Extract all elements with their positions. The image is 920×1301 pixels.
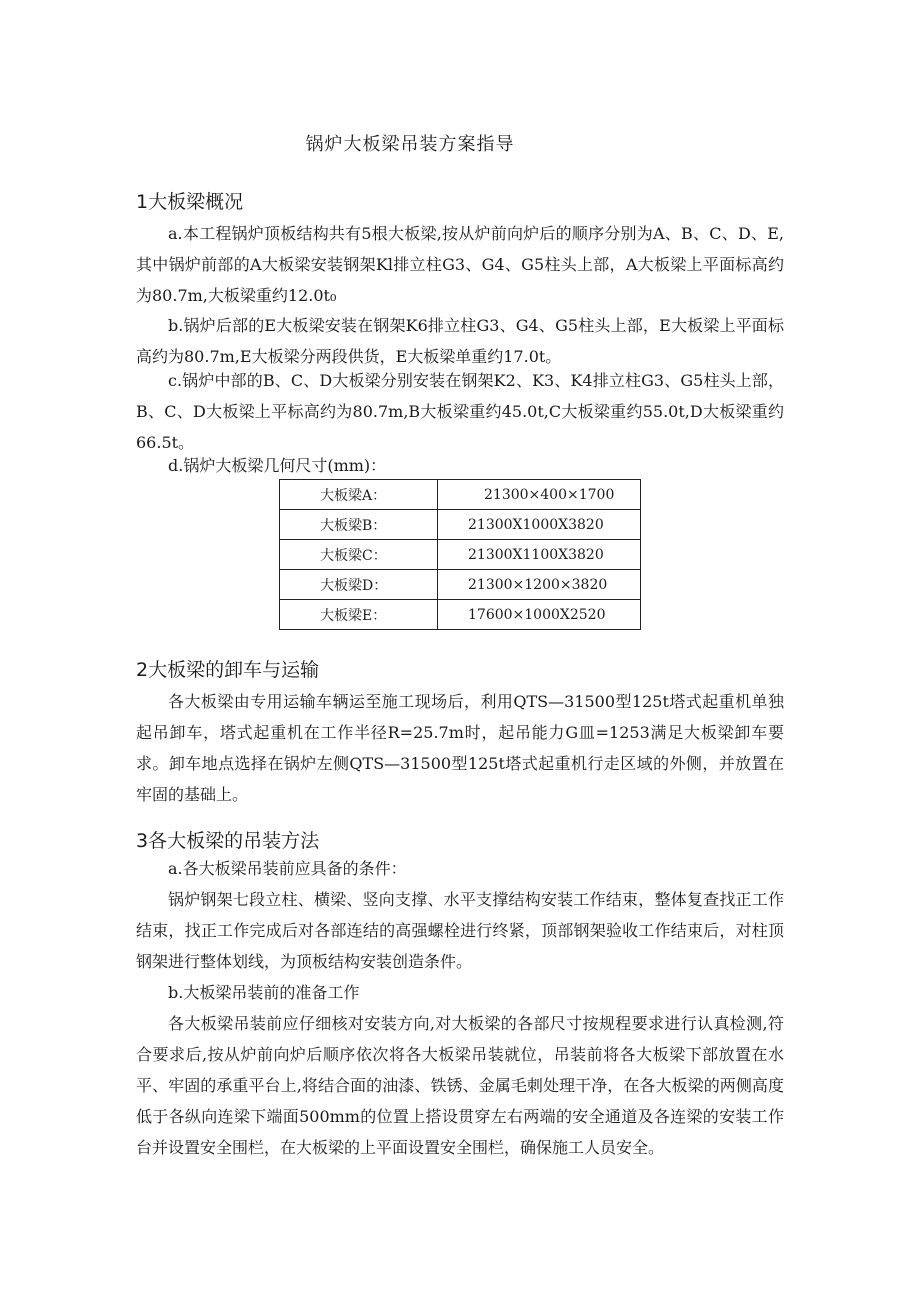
section-1-para-a: a.本工程锅炉顶板结构共有5根大板梁,按从炉前向炉后的顺序分别为A、B、C、D、E,其中锅炉前部的A大板梁安装钢架Kl排立柱G3、G4、G5柱头上部，A大板梁上平面标高约为80.7m,大板梁重约12.0t₀ [136, 224, 784, 305]
table-row [280, 510, 641, 540]
table-cell-value: 21300×1200×3820 [438, 570, 641, 600]
section-1-para-b: b.锅炉后部的E大板梁安装在钢架K6排立柱G3、G4、G5柱头上部，E大板梁上平面标高约为80.7m,E大板梁分两段供货，E大板梁单重约17.0t。 [136, 316, 784, 366]
table-cell-value: 17600×1000X2520 [438, 600, 641, 630]
section-3-para-b: b.大板梁吊装前的准备工作 [168, 983, 360, 1002]
section-3-para-a-body: 锅炉钢架七段立柱、横梁、竖向支撑、水平支撑结构安装工作结束，整体复查找正工作结束，找正工作完成后对各部连结的高强螺栓进行终紧，顶部钢架验收工作结束后，对柱顶钢架进行整体划线，为顶板结构安装创造条件。 [136, 890, 784, 971]
section-1-para-c: c.锅炉中部的B、C、D大板梁分别安装在钢架K2、K3、K4排立柱G3、G5柱头上部，B、C、D大板梁上平标高约为80.7m,B大板梁重约45.0t,C大板梁重约55.0t,D大板梁重约66.5t。 [136, 371, 784, 452]
table-row [280, 540, 641, 570]
table-cell-label: 大板梁C： [280, 540, 438, 570]
table-row [280, 480, 641, 510]
table-cell-label: 大板梁A： [280, 480, 438, 510]
document-title: 锅炉大板梁吊装方案指导 [305, 134, 515, 155]
table-cell-value: 21300×400×1700 [438, 480, 641, 510]
section-2-heading: 2大板梁的卸车与运输 [136, 659, 320, 681]
section-3-para-b-body: 各大板梁吊装前应仔细核对安装方向,对大板梁的各部尺寸按规程要求进行认真检测,符合要求后,按从炉前向炉后顺序依次将各大板梁吊装就位，吊装前将各大板梁下部放置在水平、牢固的承重平台上,将结合面的油漆、铁锈、金属毛刺处理干净，在各大板梁的两侧高度低于各纵向连梁下端面500mm的位置上搭设贯穿左右两端的安全通道及各连梁的安装工作台并设置安全围栏，在大板梁的上平面设置安全围栏，确保施工人员安全。 [136, 1014, 784, 1157]
table-row [280, 570, 641, 600]
section-3-heading: 3各大板梁的吊装方法 [136, 830, 320, 852]
table-cell-value: 21300X1000X3820 [438, 510, 641, 540]
section-1-heading: 1大板梁概况 [136, 191, 244, 213]
table-cell-label: 大板梁E： [280, 600, 438, 630]
section-2-para: 各大板梁由专用运输车辆运至施工现场后，利用QTS—31500型125t塔式起重机单独起吊卸车，塔式起重机在工作半径R=25.7m时，起吊能力G皿=1253满足大板梁卸车要求。卸车地点选择在锅炉左侧QTS—31500型125t塔式起重机行走区域的外侧，并放置在牢固的基础上。 [136, 692, 784, 804]
section-1-para-d: d.锅炉大板梁几何尺寸(mm)： [168, 456, 387, 475]
table-cell-value: 21300X1100X3820 [438, 540, 641, 570]
table-row [280, 600, 641, 630]
dimensions-table [279, 479, 641, 630]
table-cell-label: 大板梁D： [280, 570, 438, 600]
table-cell-label: 大板梁B： [280, 510, 438, 540]
section-3-para-a: a.各大板梁吊装前应具备的条件： [168, 859, 407, 878]
